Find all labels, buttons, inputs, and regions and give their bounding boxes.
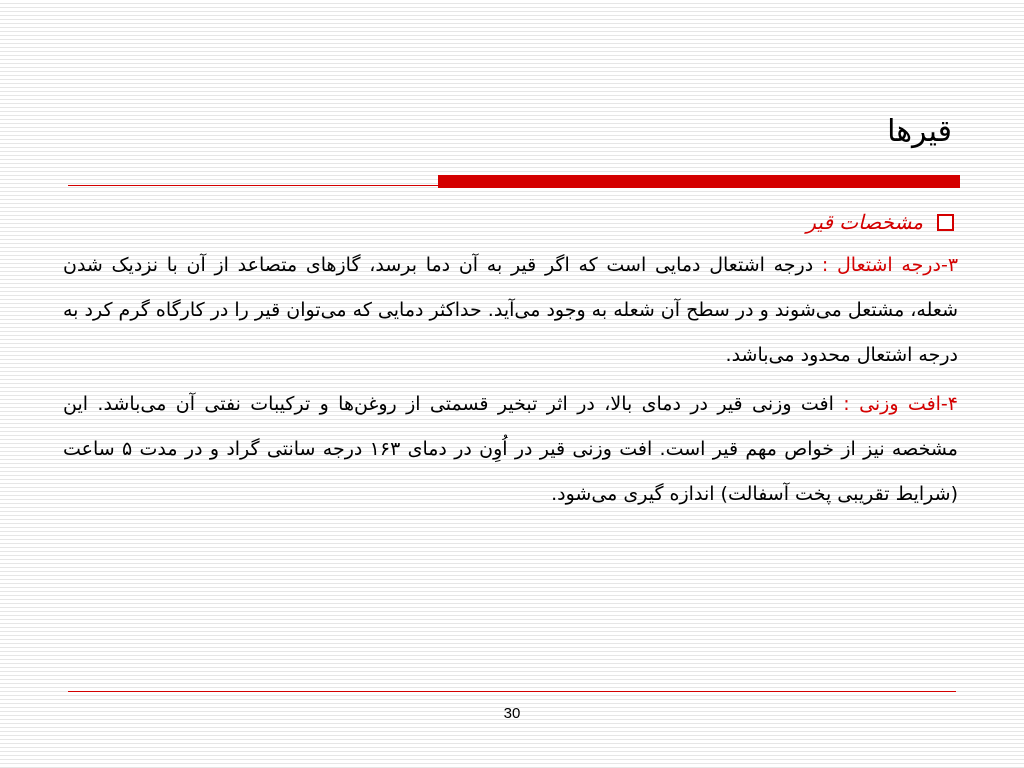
slide-content xyxy=(63,201,958,517)
paragraph-label: ۳-درجه اشتعال xyxy=(836,254,959,276)
paragraph-weight-loss xyxy=(63,382,958,517)
bullet-text: مشخصات قیر xyxy=(806,209,923,234)
page-number: 30 xyxy=(503,705,521,722)
title-rule-thin xyxy=(68,185,438,186)
paragraph-separator: : xyxy=(833,393,860,415)
paragraph-flash-point xyxy=(63,243,958,378)
paragraph-text: افت وزنی قیر در دمای بالا، در اثر تبخیر قسمتی از روغن‌ها و ترکیبات نفتی آن می‌باشد. این مشخصه نیز از خواص مهم قیر است. افت وزنی قیر در اُوِن در دمای ۱۶۳ درجه سانتی گراد و در مدت ۵ ساعت (شرایط تقریبی پخت آسفالت) اندازه گیری می‌شود. xyxy=(63,393,958,505)
paragraph-label: ۴-افت وزنی xyxy=(859,393,959,415)
slide-title: قیرها xyxy=(887,114,952,149)
bullet-item xyxy=(63,201,958,243)
title-rule-thick xyxy=(438,175,960,188)
paragraph-text: درجه اشتعال دمایی است که اگر قیر به آن دما برسد، گازهای متصاعد از آن با نزدیک شدن شعله، مشتعل می‌شوند و در سطح آن شعله به وجود می‌آید. حداکثر دمایی که می‌توان قیر را در کارگاه گرم کرد به درجه اشتعال محدود می‌باشد. xyxy=(63,254,958,366)
paragraph-separator: : xyxy=(813,254,837,276)
square-bullet-icon xyxy=(937,214,954,231)
footer-rule xyxy=(68,691,956,692)
